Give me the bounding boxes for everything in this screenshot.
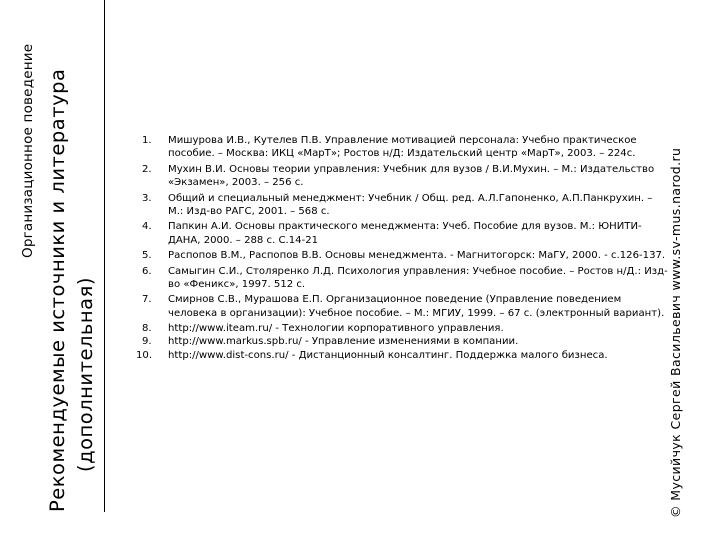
reference-item xyxy=(138,349,668,362)
slide-title xyxy=(44,12,100,512)
copyright-notice: © Мусийчук Сергей Васильевич www.sv-mus.narod.ru xyxy=(668,147,683,518)
reference-number: 8. xyxy=(142,323,152,335)
title-divider xyxy=(104,0,105,512)
reference-item xyxy=(138,265,668,292)
slide-topic: Организационное поведение xyxy=(20,43,36,258)
reference-item xyxy=(138,249,668,262)
reference-text: Мишурова И.В., Кутелев П.В. Управление мотивацией персонала: Учебно практическое пособие. – Москва: ИКЦ «МарТ»; Ростов н/Д: Издательский центр «МарТ», 2003. – 224с. xyxy=(168,135,637,160)
slide-title-line-2: (дополнительная) xyxy=(74,277,97,472)
reference-text: Распопов В.М., Распопов В.В. Основы менеджмента. - Магнитогорск: МаГУ, 2000. - с.126-137. xyxy=(168,250,666,262)
reference-number: 4. xyxy=(142,221,152,233)
reference-text: Самыгин С.И., Столяренко Л.Д. Психология управления: Учебное пособие. – Ростов н/Д.: Изд-во «Феникс», 1997. 512 с. xyxy=(168,265,668,290)
reference-text: Общий и специальный менеджмент: Учебник / Общ. ред. А.Л.Гапоненко, А.П.Панкрухин. – М.: Изд-во РАГС, 2001. – 568 с. xyxy=(168,192,653,217)
reference-list xyxy=(138,134,668,362)
reference-text: Папкин А.И. Основы практического менеджмента: Учеб. Пособие для вузов. М.: ЮНИТИ-ДАНА, 2000. – 288 с. С.14-21 xyxy=(168,221,642,246)
reference-item xyxy=(138,163,668,190)
reference-link[interactable]: http://www.markus.spb.ru/ - Управление изменениями в компании. xyxy=(168,336,519,348)
reference-number: 7. xyxy=(142,294,152,306)
reference-item xyxy=(138,134,668,161)
reference-number: 9. xyxy=(142,336,152,348)
reference-text: Мухин В.И. Основы теории управления: Учебник для вузов / В.И.Мухин. – М.: Издательство «Экзамен», 2003. – 256 с. xyxy=(168,163,655,189)
reference-link[interactable]: http://www.dist-cons.ru/ - Дистанционный консалтинг. Поддержка малого бизнеса. xyxy=(168,349,608,361)
reference-number: 1. xyxy=(142,135,152,146)
reference-number: 2. xyxy=(142,163,152,175)
reference-item xyxy=(138,192,668,219)
reference-item xyxy=(138,220,668,247)
slide-title-line-1: Рекомендуемые источники и литература xyxy=(46,68,69,512)
reference-number: 10. xyxy=(136,349,153,361)
reference-item xyxy=(138,322,668,335)
reference-number: 3. xyxy=(142,192,152,204)
reference-item xyxy=(138,293,668,320)
reference-number: 5. xyxy=(142,250,152,262)
reference-link[interactable]: http://www.iteam.ru/ - Технологии корпоративного управления. xyxy=(168,323,504,335)
reference-number: 6. xyxy=(142,265,152,277)
reference-item xyxy=(138,335,668,348)
reference-text: Смирнов С.В., Мурашова Е.П. Организационное поведение (Управление поведением человека в организации): Учебное пособие. – М.: МГИУ, 1999. – 67 с. (электронный вариант). xyxy=(168,294,665,319)
